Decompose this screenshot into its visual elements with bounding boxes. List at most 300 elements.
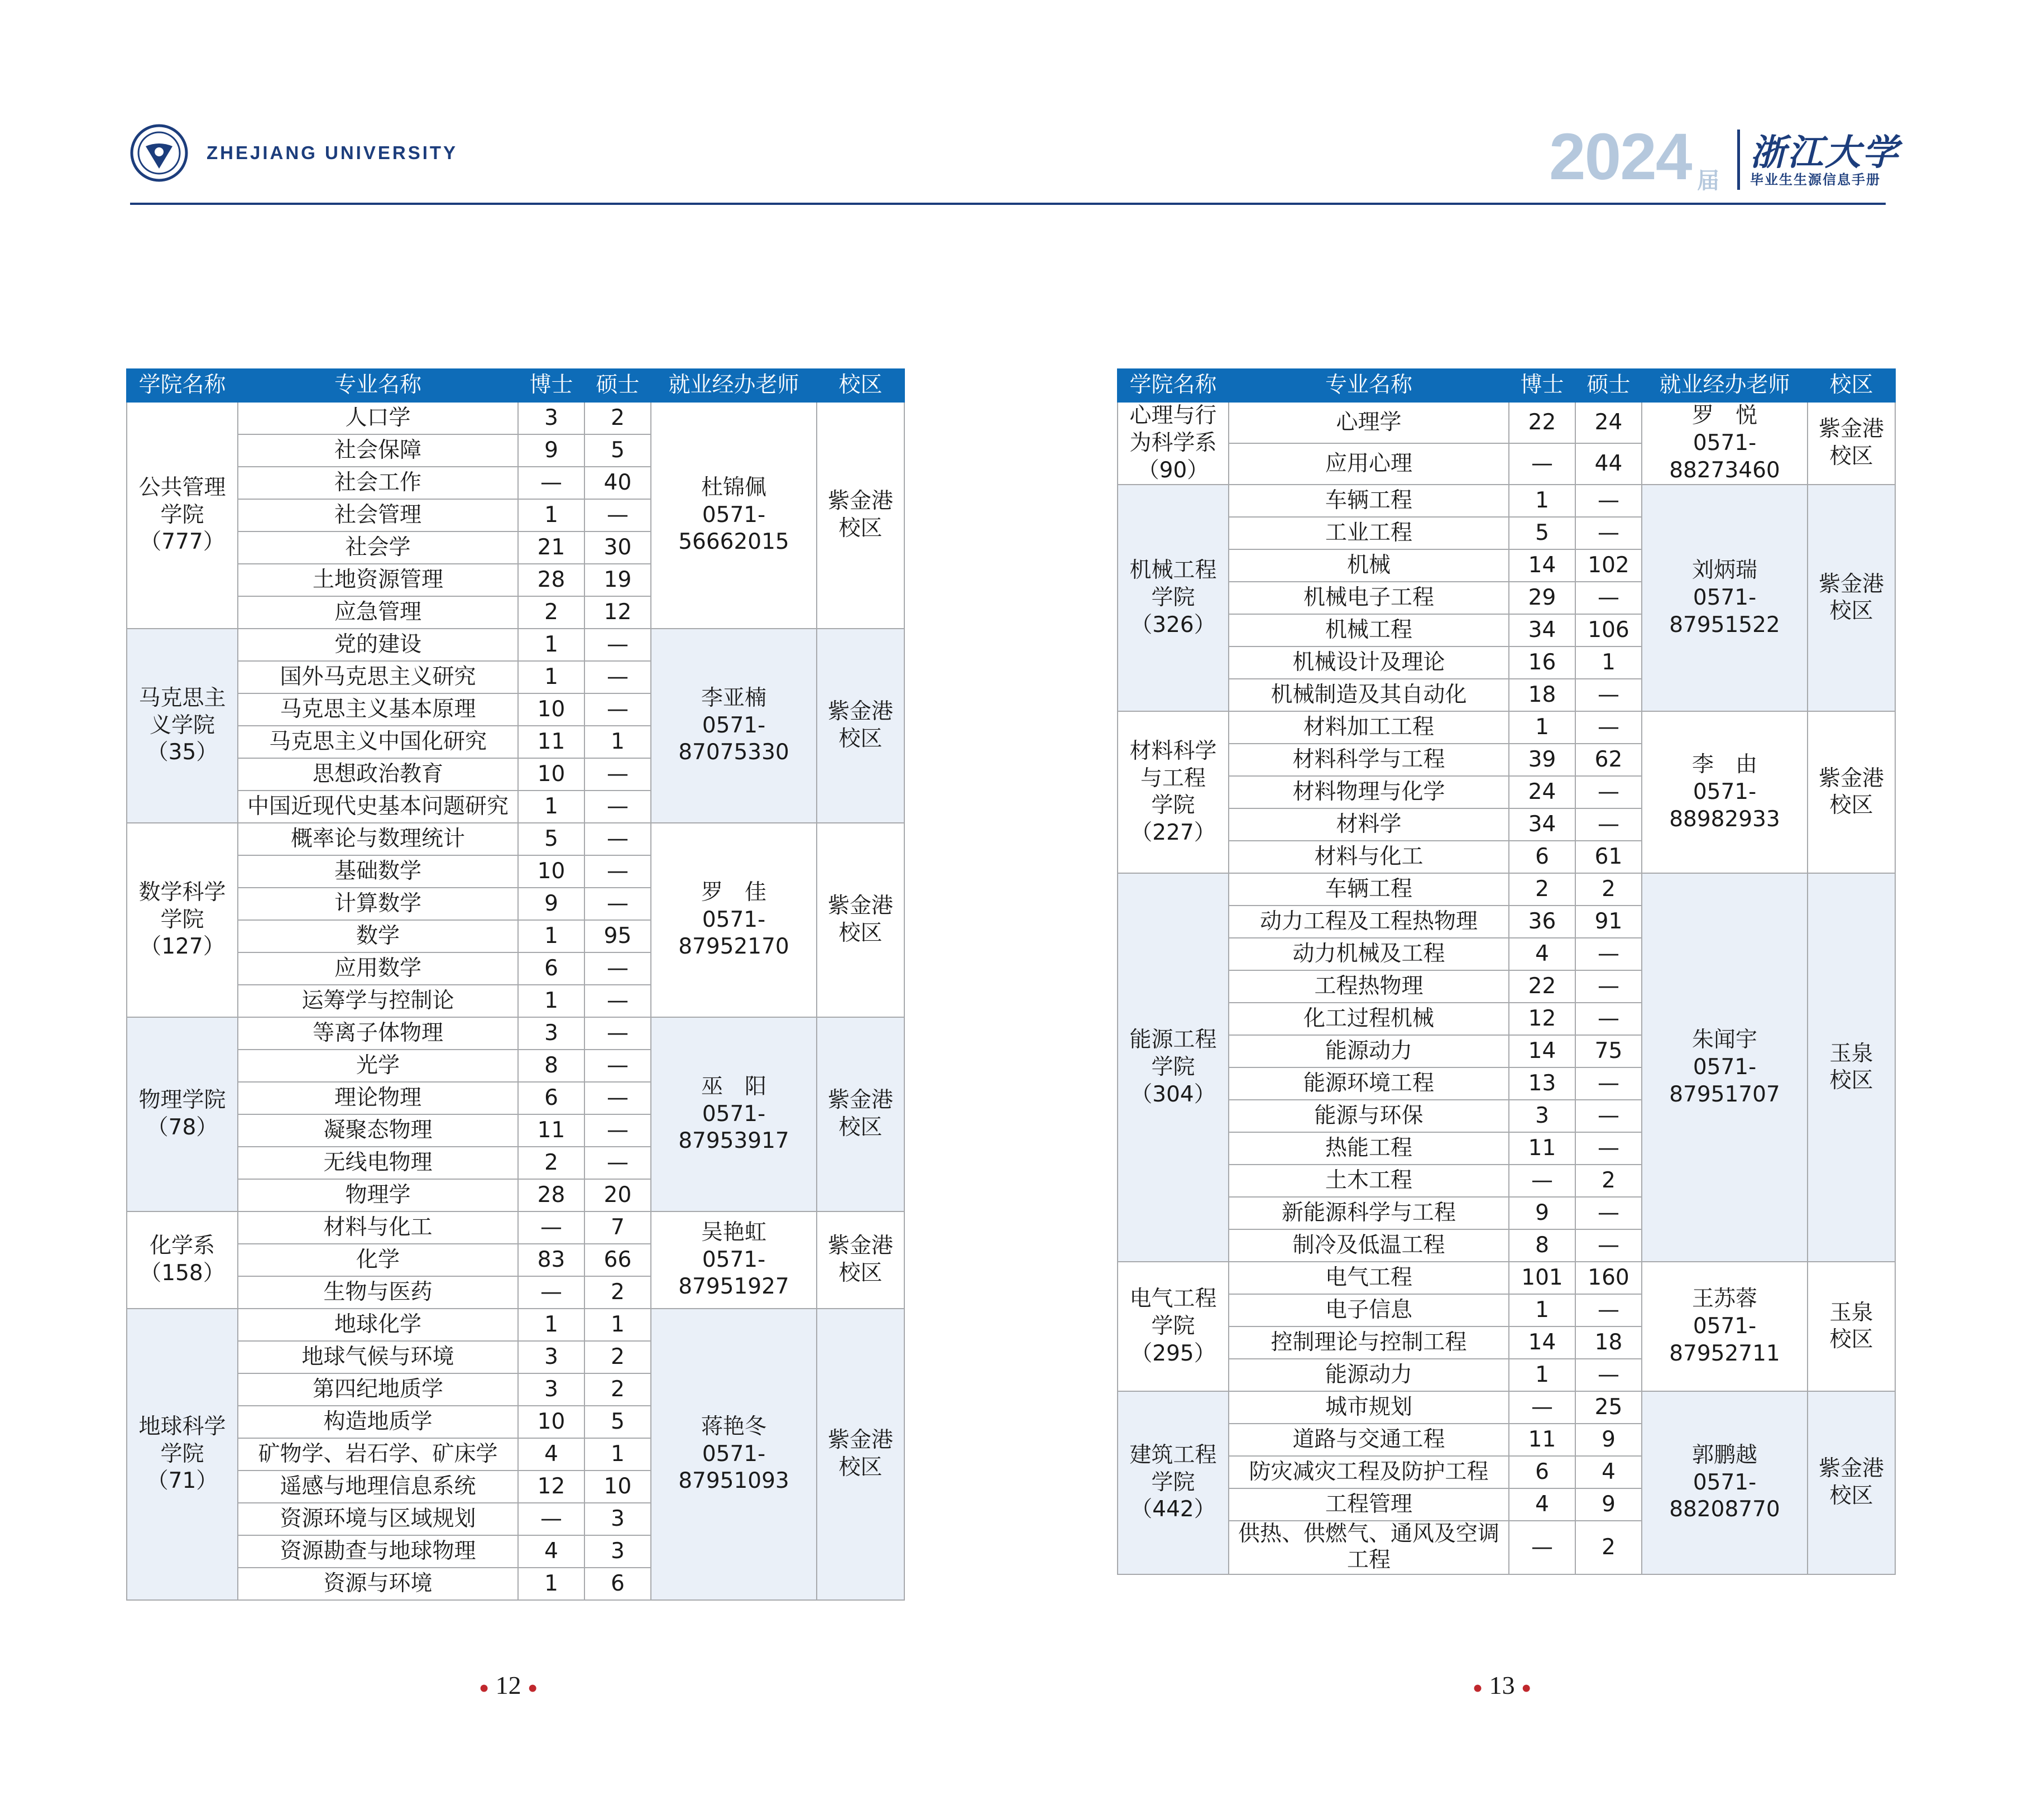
handbook-year: 2024 [1549, 120, 1691, 194]
master-count-cell: — [584, 985, 651, 1017]
major-name-cell: 社会工作 [238, 467, 518, 499]
master-count-cell: 75 [1575, 1035, 1642, 1067]
phd-count-cell: 1 [1509, 1294, 1575, 1326]
col-header-phd: 博士 [1509, 369, 1575, 402]
col-header-master: 硕士 [1575, 369, 1642, 402]
phd-count-cell: 2 [1509, 873, 1575, 906]
teacher-contact-cell: 朱闻宇 0571-87951707 [1642, 873, 1808, 1262]
campus-cell: 紫金港 校区 [817, 1211, 904, 1309]
major-name-cell: 电气工程 [1229, 1262, 1509, 1294]
major-name-cell: 数学 [238, 920, 518, 952]
college-name-cell: 电气工程 学院 （295） [1118, 1262, 1229, 1391]
major-name-cell: 材料学 [1229, 808, 1509, 841]
college-group [127, 1211, 904, 1309]
major-name-cell: 人口学 [238, 402, 518, 434]
master-count-cell: — [1575, 1100, 1642, 1132]
teacher-contact-cell: 杜锦佩 0571-56662015 [651, 402, 817, 629]
master-count-cell: 5 [584, 434, 651, 467]
college-group [1118, 1262, 1895, 1391]
college-name-cell: 物理学院 （78） [127, 1017, 238, 1211]
phd-count-cell: 1 [518, 661, 584, 693]
college-group [127, 1017, 904, 1211]
phd-count-cell: 4 [1509, 938, 1575, 970]
phd-count-cell: 1 [1509, 485, 1575, 517]
master-count-cell: — [1575, 1294, 1642, 1326]
col-header-major: 专业名称 [238, 369, 518, 402]
college-group [127, 823, 904, 1017]
college-name-cell: 机械工程 学院 （326） [1118, 485, 1229, 711]
page-number-left-value: 12 [495, 1671, 521, 1699]
phd-count-cell: 36 [1509, 906, 1575, 938]
col-header-college: 学院名称 [1118, 369, 1229, 402]
major-name-cell: 能源与环保 [1229, 1100, 1509, 1132]
phd-count-cell: — [518, 1503, 584, 1535]
phd-count-cell: 2 [518, 596, 584, 629]
phd-count-cell: 22 [1509, 970, 1575, 1003]
teacher-contact-cell: 郭鹏越 0571-88208770 [1642, 1391, 1808, 1574]
phd-count-cell: 9 [518, 434, 584, 467]
phd-count-cell: 39 [1509, 744, 1575, 776]
master-count-cell: 2 [584, 1276, 651, 1309]
phd-count-cell: 1 [1509, 711, 1575, 744]
major-name-cell: 应急管理 [238, 596, 518, 629]
major-name-cell: 材料与化工 [1229, 841, 1509, 873]
college-group [127, 402, 904, 629]
major-name-cell: 地球化学 [238, 1309, 518, 1341]
major-name-cell: 土地资源管理 [238, 564, 518, 596]
phd-count-cell: 1 [518, 499, 584, 531]
college-group [127, 629, 904, 823]
master-count-cell: — [584, 661, 651, 693]
major-name-cell: 基础数学 [238, 855, 518, 888]
campus-cell: 玉泉 校区 [1808, 1262, 1895, 1391]
college-name-cell: 心理与行 为科学系 （90） [1118, 402, 1229, 485]
header-divider [1737, 130, 1740, 190]
master-count-cell: 10 [584, 1471, 651, 1503]
major-name-cell: 应用心理 [1229, 443, 1509, 485]
major-name-cell: 机械工程 [1229, 614, 1509, 646]
master-count-cell: 1 [584, 1309, 651, 1341]
major-name-cell: 机械 [1229, 549, 1509, 582]
phd-count-cell: 4 [518, 1438, 584, 1471]
master-count-cell: 4 [1575, 1456, 1642, 1488]
master-count-cell: — [1575, 517, 1642, 549]
page-number-left [479, 1670, 538, 1700]
phd-count-cell: — [1509, 1165, 1575, 1197]
college-name-cell: 公共管理 学院 （777） [127, 402, 238, 629]
phd-count-cell: 34 [1509, 614, 1575, 646]
college-group [1118, 711, 1895, 873]
phd-count-cell: 12 [518, 1471, 584, 1503]
major-name-cell: 动力工程及工程热物理 [1229, 906, 1509, 938]
table-row [1118, 1391, 1895, 1424]
teacher-contact-cell: 王苏蓉 0571-87952711 [1642, 1262, 1808, 1391]
master-count-cell: 1 [584, 726, 651, 758]
major-name-cell: 社会管理 [238, 499, 518, 531]
college-name-cell: 材料科学 与工程 学院 （227） [1118, 711, 1229, 873]
phd-count-cell: 11 [518, 1114, 584, 1147]
phd-count-cell: 1 [518, 920, 584, 952]
col-header-phd: 博士 [518, 369, 584, 402]
table-row [127, 629, 904, 661]
college-group [1118, 1391, 1895, 1574]
phd-count-cell: 6 [518, 952, 584, 985]
master-count-cell: 9 [1575, 1488, 1642, 1521]
phd-count-cell: 14 [1509, 1326, 1575, 1359]
master-count-cell: 102 [1575, 549, 1642, 582]
college-name-cell: 马克思主 义学院 （35） [127, 629, 238, 823]
col-header-campus: 校区 [1808, 369, 1895, 402]
master-count-cell: 5 [584, 1406, 651, 1438]
master-count-cell: 91 [1575, 906, 1642, 938]
master-count-cell: — [584, 952, 651, 985]
phd-count-cell: 1 [1509, 1359, 1575, 1391]
master-count-cell: — [584, 888, 651, 920]
handbook-year-suffix: 届 [1697, 168, 1719, 194]
phd-count-cell: — [518, 1276, 584, 1309]
master-count-cell: 160 [1575, 1262, 1642, 1294]
bullet-dot-icon: ● [479, 1678, 490, 1697]
major-name-cell: 控制理论与控制工程 [1229, 1326, 1509, 1359]
col-header-campus: 校区 [817, 369, 904, 402]
master-count-cell: — [584, 629, 651, 661]
major-name-cell: 工业工程 [1229, 517, 1509, 549]
phd-count-cell: 16 [1509, 646, 1575, 679]
phd-count-cell: 1 [518, 1309, 584, 1341]
phd-count-cell: 101 [1509, 1262, 1575, 1294]
college-group [127, 1309, 904, 1600]
teacher-contact-cell: 刘炳瑞 0571-87951522 [1642, 485, 1808, 711]
teacher-contact-cell: 李 由 0571-88982933 [1642, 711, 1808, 873]
major-name-cell: 制冷及低温工程 [1229, 1229, 1509, 1262]
college-name-cell: 地球科学 学院 （71） [127, 1309, 238, 1600]
zju-emblem-icon [130, 124, 188, 182]
master-count-cell: — [1575, 938, 1642, 970]
handbook-subtitle: 毕业生生源信息手册 [1750, 172, 1881, 188]
college-group [1118, 402, 1895, 485]
major-name-cell: 资源勘查与地球物理 [238, 1535, 518, 1568]
master-count-cell: 44 [1575, 443, 1642, 485]
master-count-cell: — [584, 791, 651, 823]
master-count-cell: — [1575, 1003, 1642, 1035]
phd-count-cell: 14 [1509, 1035, 1575, 1067]
phd-count-cell: — [518, 1211, 584, 1244]
phd-count-cell: 10 [518, 1406, 584, 1438]
teacher-contact-cell: 罗 悦 0571-88273460 [1642, 402, 1808, 485]
major-name-cell: 材料科学与工程 [1229, 744, 1509, 776]
master-count-cell: — [584, 758, 651, 791]
phd-count-cell: — [518, 467, 584, 499]
major-name-cell: 车辆工程 [1229, 485, 1509, 517]
campus-cell: 紫金港 校区 [817, 1017, 904, 1211]
university-chinese-logotype: 浙江大学 [1750, 132, 1900, 174]
master-count-cell: — [584, 855, 651, 888]
master-count-cell: — [584, 1017, 651, 1050]
teacher-contact-cell: 罗 佳 0571-87952170 [651, 823, 817, 1017]
table-row [1118, 402, 1895, 443]
phd-count-cell: — [1509, 443, 1575, 485]
major-name-cell: 中国近现代史基本问题研究 [238, 791, 518, 823]
major-name-cell: 理论物理 [238, 1082, 518, 1114]
table-row [127, 1211, 904, 1244]
phd-count-cell: 24 [1509, 776, 1575, 808]
phd-count-cell: 12 [1509, 1003, 1575, 1035]
major-name-cell: 资源环境与区域规划 [238, 1503, 518, 1535]
major-name-cell: 构造地质学 [238, 1406, 518, 1438]
major-name-cell: 机械制造及其自动化 [1229, 679, 1509, 711]
master-count-cell: 2 [584, 1373, 651, 1406]
page-number-right [1473, 1670, 1531, 1700]
master-count-cell: 2 [1575, 873, 1642, 906]
major-name-cell: 供热、供燃气、通风及空调 工程 [1229, 1521, 1509, 1574]
master-count-cell: 95 [584, 920, 651, 952]
bullet-dot-icon: ● [528, 1678, 538, 1697]
major-name-cell: 国外马克思主义研究 [238, 661, 518, 693]
master-count-cell: 2 [1575, 1165, 1642, 1197]
phd-count-cell: 9 [1509, 1197, 1575, 1229]
major-name-cell: 第四纪地质学 [238, 1373, 518, 1406]
phd-count-cell: 10 [518, 855, 584, 888]
university-english-name: ZHEJIANG UNIVERSITY [207, 142, 458, 163]
table-row [127, 1309, 904, 1341]
major-name-cell: 能源动力 [1229, 1035, 1509, 1067]
phd-count-cell: 83 [518, 1244, 584, 1276]
phd-count-cell: 3 [518, 1373, 584, 1406]
master-count-cell: 9 [1575, 1424, 1642, 1456]
master-count-cell: — [1575, 1359, 1642, 1391]
major-name-cell: 化工过程机械 [1229, 1003, 1509, 1035]
teacher-contact-cell: 蒋艳冬 0571-87951093 [651, 1309, 817, 1600]
master-count-cell: 62 [1575, 744, 1642, 776]
major-name-cell: 热能工程 [1229, 1132, 1509, 1165]
master-count-cell: 12 [584, 596, 651, 629]
master-count-cell: 61 [1575, 841, 1642, 873]
phd-count-cell: 11 [518, 726, 584, 758]
phd-count-cell: 4 [518, 1535, 584, 1568]
bullet-dot-icon: ● [1521, 1678, 1532, 1697]
phd-count-cell: 9 [518, 888, 584, 920]
major-name-cell: 凝聚态物理 [238, 1114, 518, 1147]
col-header-major: 专业名称 [1229, 369, 1509, 402]
major-name-cell: 电子信息 [1229, 1294, 1509, 1326]
major-name-cell: 应用数学 [238, 952, 518, 985]
master-count-cell: — [1575, 1197, 1642, 1229]
master-count-cell: — [584, 1050, 651, 1082]
major-name-cell: 马克思主义中国化研究 [238, 726, 518, 758]
phd-count-cell: 1 [518, 791, 584, 823]
phd-count-cell: 34 [1509, 808, 1575, 841]
college-name-cell: 化学系 （158） [127, 1211, 238, 1309]
major-name-cell: 机械电子工程 [1229, 582, 1509, 614]
phd-count-cell: 28 [518, 1179, 584, 1211]
campus-cell: 紫金港 校区 [1808, 485, 1895, 711]
campus-cell: 紫金港 校区 [1808, 711, 1895, 873]
col-header-college: 学院名称 [127, 369, 238, 402]
college-name-cell: 数学科学 学院 （127） [127, 823, 238, 1017]
col-header-teacher: 就业经办老师 [1642, 369, 1808, 402]
master-count-cell: — [584, 499, 651, 531]
campus-cell: 紫金港 校区 [817, 402, 904, 629]
major-name-cell: 资源与环境 [238, 1568, 518, 1600]
phd-count-cell: 11 [1509, 1132, 1575, 1165]
master-count-cell: 1 [1575, 646, 1642, 679]
master-count-cell: — [1575, 1229, 1642, 1262]
phd-count-cell: 8 [1509, 1229, 1575, 1262]
phd-count-cell: 3 [518, 402, 584, 434]
major-name-cell: 等离子体物理 [238, 1017, 518, 1050]
table-row [127, 402, 904, 434]
master-count-cell: — [584, 1114, 651, 1147]
master-count-cell: — [584, 1147, 651, 1179]
major-name-cell: 矿物学、岩石学、矿床学 [238, 1438, 518, 1471]
table-row [1118, 1262, 1895, 1294]
table-header-row [1118, 369, 1895, 402]
phd-count-cell: — [1509, 1521, 1575, 1574]
major-name-cell: 车辆工程 [1229, 873, 1509, 906]
master-count-cell: 25 [1575, 1391, 1642, 1424]
master-count-cell: 20 [584, 1179, 651, 1211]
phd-count-cell: 4 [1509, 1488, 1575, 1521]
page-number-right-value: 13 [1489, 1671, 1515, 1699]
major-name-cell: 社会保障 [238, 434, 518, 467]
campus-cell: 紫金港 校区 [817, 823, 904, 1017]
campus-cell: 紫金港 校区 [1808, 402, 1895, 485]
master-count-cell: — [1575, 970, 1642, 1003]
major-name-cell: 马克思主义基本原理 [238, 693, 518, 726]
phd-count-cell: 29 [1509, 582, 1575, 614]
master-count-cell: 40 [584, 467, 651, 499]
master-count-cell: 66 [584, 1244, 651, 1276]
master-count-cell: 30 [584, 531, 651, 564]
master-count-cell: 2 [584, 1341, 651, 1373]
major-name-cell: 社会学 [238, 531, 518, 564]
phd-count-cell: 5 [518, 823, 584, 855]
master-count-cell: — [1575, 711, 1642, 744]
master-count-cell: — [1575, 582, 1642, 614]
master-count-cell: 24 [1575, 402, 1642, 443]
teacher-contact-cell: 巫 阳 0571-87953917 [651, 1017, 817, 1211]
campus-cell: 紫金港 校区 [1808, 1391, 1895, 1574]
master-count-cell: 2 [1575, 1521, 1642, 1574]
college-group [1118, 485, 1895, 711]
major-name-cell: 动力机械及工程 [1229, 938, 1509, 970]
phd-count-cell: 1 [518, 1568, 584, 1600]
phd-count-cell: 28 [518, 564, 584, 596]
master-count-cell: — [1575, 776, 1642, 808]
master-count-cell: — [584, 823, 651, 855]
col-header-teacher: 就业经办老师 [651, 369, 817, 402]
phd-count-cell: 2 [518, 1147, 584, 1179]
major-name-cell: 生物与医药 [238, 1276, 518, 1309]
phd-count-cell: 6 [518, 1082, 584, 1114]
campus-cell: 玉泉 校区 [1808, 873, 1895, 1262]
major-name-cell: 能源动力 [1229, 1359, 1509, 1391]
campus-cell: 紫金港 校区 [817, 629, 904, 823]
major-name-cell: 心理学 [1229, 402, 1509, 443]
master-count-cell: 2 [584, 402, 651, 434]
phd-count-cell: 3 [518, 1341, 584, 1373]
master-count-cell: 3 [584, 1535, 651, 1568]
master-count-cell: — [584, 693, 651, 726]
major-name-cell: 工程热物理 [1229, 970, 1509, 1003]
master-count-cell: — [1575, 1067, 1642, 1100]
major-name-cell: 运筹学与控制论 [238, 985, 518, 1017]
master-count-cell: 1 [584, 1438, 651, 1471]
phd-count-cell: 1 [518, 629, 584, 661]
phd-count-cell: 18 [1509, 679, 1575, 711]
major-name-cell: 新能源科学与工程 [1229, 1197, 1509, 1229]
phd-count-cell: 1 [518, 985, 584, 1017]
col-header-master: 硕士 [584, 369, 651, 402]
college-name-cell: 建筑工程 学院 （442） [1118, 1391, 1229, 1574]
table-row [127, 1017, 904, 1050]
major-name-cell: 能源环境工程 [1229, 1067, 1509, 1100]
table-row [1118, 485, 1895, 517]
major-name-cell: 工程管理 [1229, 1488, 1509, 1521]
phd-count-cell: 6 [1509, 1456, 1575, 1488]
major-name-cell: 遥感与地理信息系统 [238, 1471, 518, 1503]
phd-count-cell: 14 [1509, 549, 1575, 582]
left-page-table [126, 368, 905, 1601]
major-name-cell: 党的建设 [238, 629, 518, 661]
major-name-cell: 无线电物理 [238, 1147, 518, 1179]
right-page-table [1117, 368, 1896, 1575]
teacher-contact-cell: 李亚楠 0571-87075330 [651, 629, 817, 823]
master-count-cell: — [1575, 485, 1642, 517]
phd-count-cell: — [1509, 1391, 1575, 1424]
college-group [1118, 873, 1895, 1262]
major-name-cell: 防灾减灾工程及防护工程 [1229, 1456, 1509, 1488]
major-name-cell: 概率论与数理统计 [238, 823, 518, 855]
phd-count-cell: 10 [518, 758, 584, 791]
master-count-cell: — [1575, 808, 1642, 841]
phd-count-cell: 21 [518, 531, 584, 564]
master-count-cell: 106 [1575, 614, 1642, 646]
teacher-contact-cell: 吴艳虹 0571-87951927 [651, 1211, 817, 1309]
master-count-cell: 18 [1575, 1326, 1642, 1359]
master-count-cell: 7 [584, 1211, 651, 1244]
major-name-cell: 思想政治教育 [238, 758, 518, 791]
major-name-cell: 计算数学 [238, 888, 518, 920]
phd-count-cell: 3 [1509, 1100, 1575, 1132]
phd-count-cell: 3 [518, 1017, 584, 1050]
phd-count-cell: 22 [1509, 402, 1575, 443]
major-name-cell: 物理学 [238, 1179, 518, 1211]
table-row [127, 823, 904, 855]
bullet-dot-icon: ● [1473, 1678, 1483, 1697]
major-name-cell: 地球气候与环境 [238, 1341, 518, 1373]
major-name-cell: 机械设计及理论 [1229, 646, 1509, 679]
phd-count-cell: 11 [1509, 1424, 1575, 1456]
major-name-cell: 材料物理与化学 [1229, 776, 1509, 808]
master-count-cell: — [1575, 1132, 1642, 1165]
phd-count-cell: 6 [1509, 841, 1575, 873]
table-row [1118, 711, 1895, 744]
major-name-cell: 材料加工工程 [1229, 711, 1509, 744]
major-name-cell: 土木工程 [1229, 1165, 1509, 1197]
master-count-cell: 3 [584, 1503, 651, 1535]
campus-cell: 紫金港 校区 [817, 1309, 904, 1600]
major-name-cell: 化学 [238, 1244, 518, 1276]
master-count-cell: — [584, 1082, 651, 1114]
major-name-cell: 材料与化工 [238, 1211, 518, 1244]
phd-count-cell: 5 [1509, 517, 1575, 549]
master-count-cell: — [1575, 679, 1642, 711]
master-count-cell: 19 [584, 564, 651, 596]
major-name-cell: 光学 [238, 1050, 518, 1082]
master-count-cell: 6 [584, 1568, 651, 1600]
college-name-cell: 能源工程 学院 （304） [1118, 873, 1229, 1262]
